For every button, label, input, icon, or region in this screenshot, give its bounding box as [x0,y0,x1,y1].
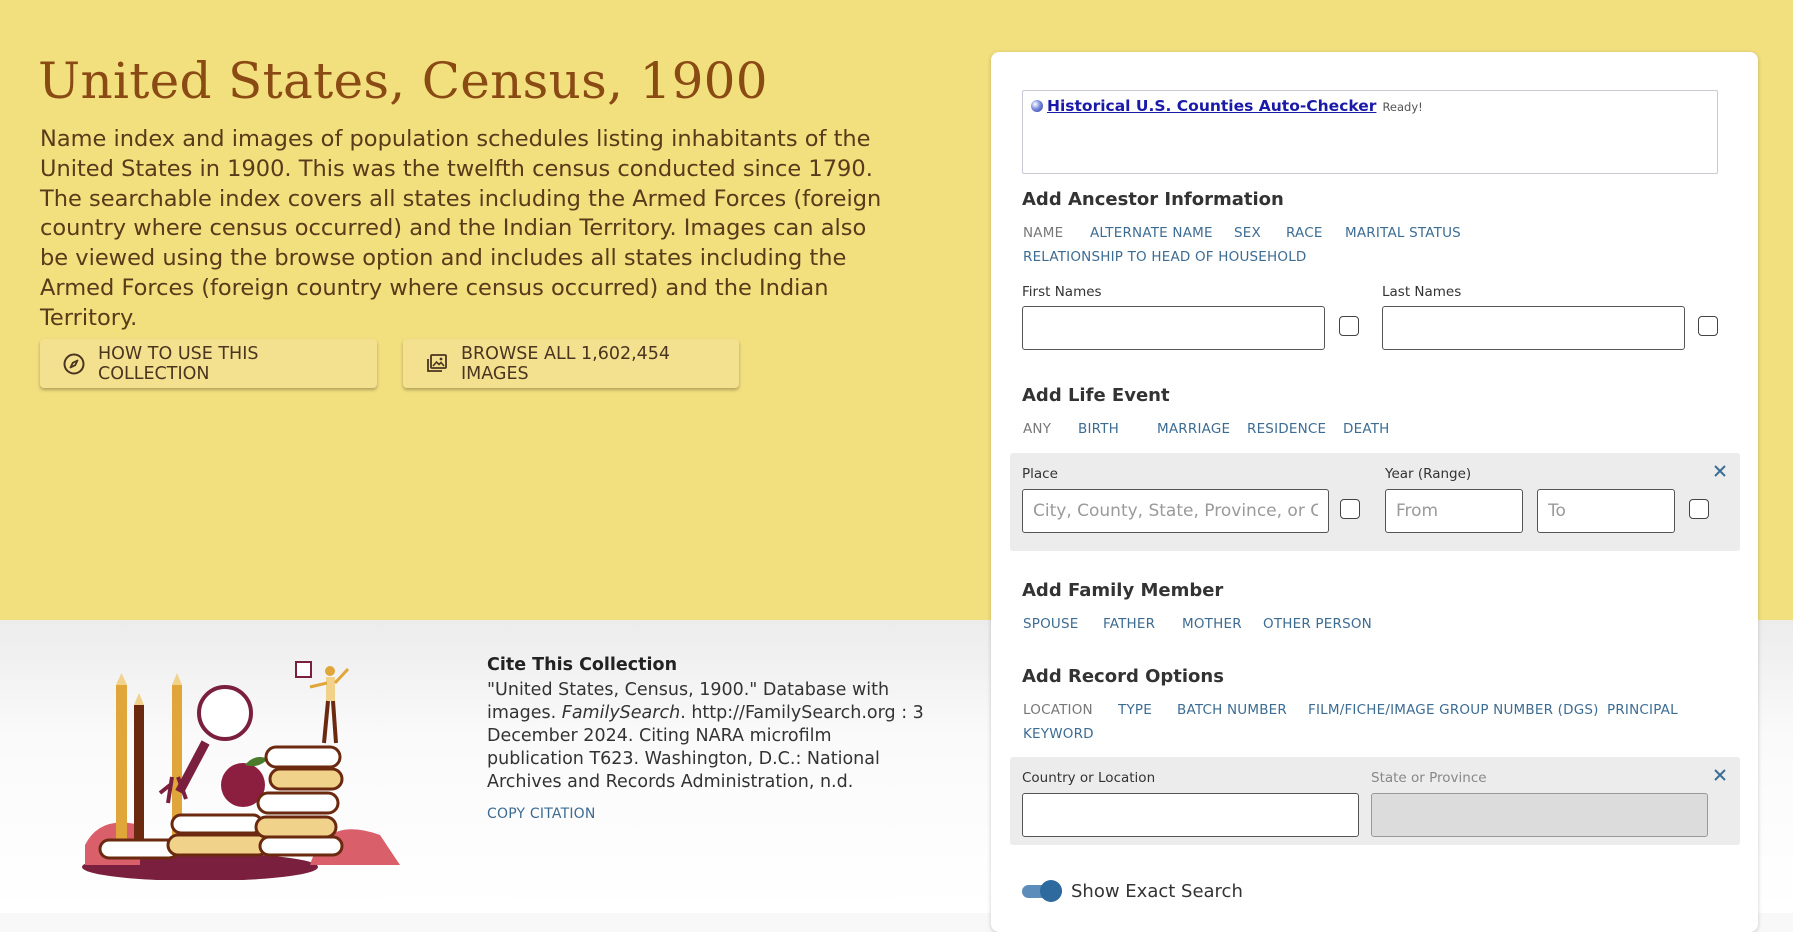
option-location[interactable]: LOCATION [1023,702,1093,718]
image-gallery-icon [425,352,449,376]
option-marriage[interactable]: MARRIAGE [1157,421,1231,437]
option-batch-number[interactable]: BATCH NUMBER [1177,702,1287,718]
state-input [1371,793,1708,837]
copy-citation-link[interactable]: COPY CITATION [487,806,596,822]
life-event-section-title: Add Life Event [1022,385,1170,406]
option-father[interactable]: FATHER [1103,616,1156,632]
how-to-use-label: HOW TO USE THIS COLLECTION [98,343,259,384]
close-icon[interactable] [1712,463,1728,479]
checker-status: Ready! [1382,100,1423,114]
option-principal[interactable]: PRINCIPAL [1607,702,1678,718]
cite-text: "United States, Census, 1900." Database with images. FamilySearch. http://FamilySearch.org : 3 December 2024. Citing NARA microfilm publication T623. Washington, D.C.: National Archives and Records Administration, n.d. [487,680,924,792]
option-race[interactable]: RACE [1286,225,1323,241]
option-any[interactable]: ANY [1023,421,1052,437]
family-section-title: Add Family Member [1022,580,1224,601]
location-row [1010,757,1740,845]
first-names-label: First Names [1022,284,1102,300]
compass-icon [62,352,86,376]
first-names-exact-checkbox[interactable] [1339,316,1359,336]
globe-icon [1031,100,1043,112]
life-event-row [1010,453,1740,551]
toggle-knob [1040,880,1062,902]
place-exact-checkbox[interactable] [1340,499,1360,519]
year-exact-checkbox[interactable] [1689,499,1709,519]
option-film-fiche[interactable]: FILM/FICHE/IMAGE GROUP NUMBER (DGS) [1308,702,1599,718]
option-residence[interactable]: RESIDENCE [1247,421,1327,437]
country-label: Country or Location [1022,770,1156,786]
place-input[interactable] [1022,489,1329,533]
option-birth[interactable]: BIRTH [1078,421,1120,437]
ancestor-options [1023,225,1723,269]
counties-checker-link[interactable]: Historical U.S. Counties Auto-Checker [1047,97,1377,115]
option-mother[interactable]: MOTHER [1182,616,1242,632]
option-keyword[interactable]: KEYWORD [1023,726,1094,742]
close-icon[interactable] [1712,767,1728,783]
first-names-input[interactable] [1022,306,1325,350]
page-title: United States, Census, 1900 [38,52,768,110]
exact-search-label: Show Exact Search [1071,881,1243,902]
option-other-person[interactable]: OTHER PERSON [1263,616,1372,632]
life-event-options [1023,421,1723,441]
record-options-section-title: Add Record Options [1022,666,1224,687]
browse-images-button[interactable] [403,339,739,388]
year-to-input[interactable] [1537,489,1675,533]
last-names-exact-checkbox[interactable] [1698,316,1718,336]
state-label: State or Province [1371,770,1487,786]
option-spouse[interactable]: SPOUSE [1023,616,1079,632]
ancestor-section-title: Add Ancestor Information [1022,189,1284,210]
how-to-use-button[interactable] [40,339,377,388]
last-names-label: Last Names [1382,284,1462,300]
counties-checker-box [1022,90,1718,174]
year-range-label: Year (Range) [1385,466,1472,482]
family-options [1023,616,1723,636]
exact-search-toggle[interactable] [1022,880,1062,902]
search-form-panel [991,52,1758,932]
collection-description: Name index and images of population schedules listing inhabitants of the United States in 1900. This was the twelfth census conducted since 1790. The searchable index covers all states including the Armed Forces (foreign country where census occurred) and the Indian Territory. Images can also be viewed using the browse option and includes all states including the Armed Forces (foreign country where census occurred) and the Indian Territory. [40,126,882,331]
option-type[interactable]: TYPE [1118,702,1152,718]
option-alternate-name[interactable]: ALTERNATE NAME [1090,225,1213,241]
library-illustration [80,655,420,880]
browse-images-label: BROWSE ALL 1,602,454 IMAGES [461,343,671,384]
option-relationship[interactable]: RELATIONSHIP TO HEAD OF HOUSEHOLD [1023,249,1307,265]
place-label: Place [1022,466,1058,482]
cite-title: Cite This Collection [487,655,678,675]
option-marital-status[interactable]: MARITAL STATUS [1345,225,1461,241]
last-names-input[interactable] [1382,306,1685,350]
option-death[interactable]: DEATH [1343,421,1390,437]
year-from-input[interactable] [1385,489,1523,533]
record-options [1023,702,1723,746]
cite-collection [487,655,927,822]
option-name[interactable]: NAME [1023,225,1064,241]
option-sex[interactable]: SEX [1234,225,1261,241]
country-input[interactable] [1022,793,1359,837]
